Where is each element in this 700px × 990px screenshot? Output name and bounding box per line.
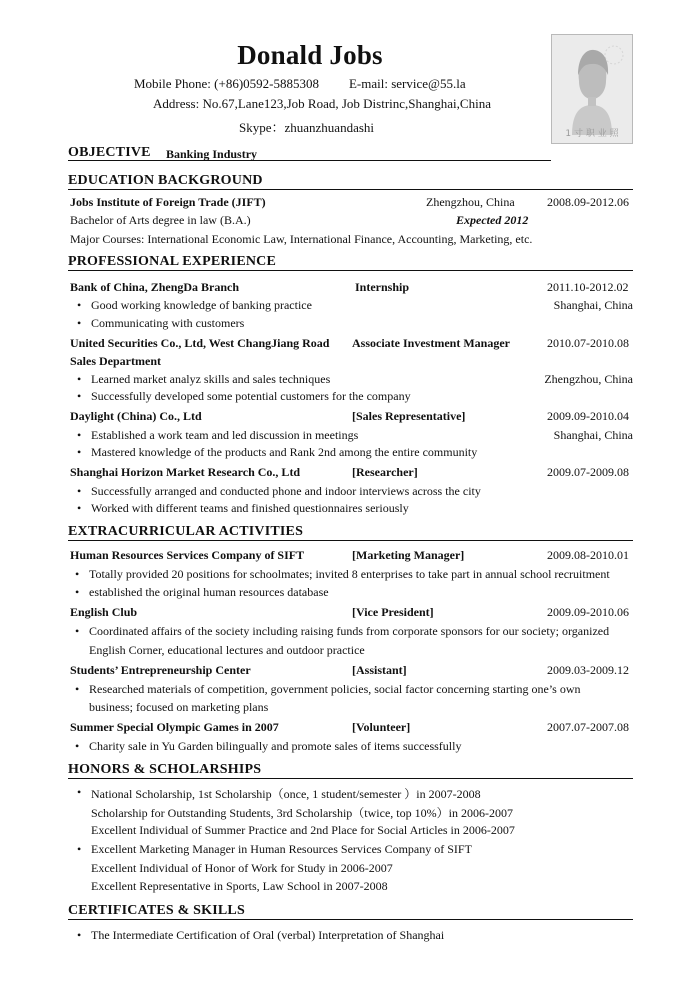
activities-heading: EXTRACURRICULAR ACTIVITIES [68, 524, 304, 539]
list-item: • Good working knowledge of banking practice [91, 298, 312, 313]
expected-graduation: Expected 2012 [456, 213, 529, 227]
list-item: • Excellent Marketing Manager in Human Resources Services Company of SIFT [91, 842, 472, 857]
list-item: • National Scholarship, 1st Scholarship（once, 1 student/semester ）in 2007-2008 [91, 785, 481, 802]
education-dates: 2008.09-2012.06 [547, 195, 629, 209]
honors-rule [68, 778, 633, 779]
candidate-name: Donald Jobs [237, 40, 383, 70]
profile-photo-placeholder [551, 34, 633, 144]
list-item: • Communicating with customers [91, 316, 244, 331]
activity-org: English Club [70, 605, 138, 619]
activity-dates: 2009.09-2010.06 [547, 605, 629, 619]
list-item-continuation: Excellent Individual of Summer Practice and 2nd Place for Social Articles in 2006-2007 [91, 823, 515, 837]
list-item: • Successfully developed some potential customers for the company [91, 389, 411, 404]
certificates-heading: CERTIFICATES & SKILLS [68, 903, 245, 918]
list-item: • Successfully arranged and conducted phone and indoor interviews across the city [91, 484, 481, 499]
list-item: • Established a work team and led discussion in meetings [91, 428, 358, 443]
list-item: • Coordinated affairs of the society including raising funds from corporate sponsors for our society; organized [89, 624, 609, 639]
experience-role: Associate Investment Manager [352, 336, 510, 350]
list-item-continuation: business; focused on marketing plans [89, 700, 269, 714]
activity-org: Students’ Entrepreneurship Center [70, 663, 251, 677]
experience-dates: 2009.09-2010.04 [547, 409, 629, 423]
experience-dates: 2010.07-2010.08 [547, 336, 629, 350]
school-name: Jobs Institute of Foreign Trade (JIFT) [70, 195, 266, 209]
activity-role: [Volunteer] [352, 720, 411, 734]
list-item: • Totally provided 20 positions for schoolmates; invited 8 enterprises to take part in annual school recruitment [89, 567, 610, 582]
activity-org: Human Resources Services Company of SIFT [70, 548, 305, 562]
activity-dates: 2009.03-2009.12 [547, 663, 629, 677]
objective-value: Banking Industry [166, 147, 258, 161]
activity-role: [Assistant] [352, 663, 407, 677]
activity-org: Summer Special Olympic Games in 2007 [70, 720, 279, 734]
experience-location: Zhengzhou, China [544, 372, 633, 386]
contact-phone-email [134, 76, 466, 92]
school-location: Zhengzhou, China [426, 195, 515, 209]
experience-role: [Sales Representative] [352, 409, 466, 423]
activity-role: [Vice President] [352, 605, 434, 619]
experience-location: Shanghai, China [553, 428, 633, 442]
experience-org-department: Sales Department [70, 354, 161, 368]
list-item: • The Intermediate Certification of Oral (verbal) Interpretation of Shanghai [91, 928, 444, 943]
experience-heading: PROFESSIONAL EXPERIENCE [68, 254, 277, 269]
experience-org: Shanghai Horizon Market Research Co., Ltd [70, 465, 301, 479]
degree: Bachelor of Arts degree in law (B.A.) [70, 213, 251, 227]
activity-dates: 2007.07-2007.08 [547, 720, 629, 734]
activity-dates: 2009.08-2010.01 [547, 548, 629, 562]
skype: Skype：zhuanzhuandashi [239, 120, 375, 135]
experience-org: Daylight (China) Co., Ltd [70, 409, 202, 423]
email: E-mail: service@55.la [348, 76, 466, 91]
list-item-continuation: Scholarship for Outstanding Students, 3rd Scholarship（twice, top 10%）in 2006-2007 [91, 806, 513, 820]
honors-heading: HONORS & SCHOLARSHIPS [68, 762, 262, 777]
experience-org: United Securities Co., Ltd, West ChangJiang Road [70, 336, 330, 350]
experience-dates: 2011.10-2012.02 [547, 280, 629, 294]
experience-org: Bank of China, ZhengDa Branch [70, 280, 240, 294]
objective-heading: OBJECTIVE [68, 145, 151, 160]
list-item-continuation: Excellent Representative in Sports, Law School in 2007-2008 [91, 879, 388, 893]
list-item: • Mastered knowledge of the products and Rank 2nd among the entire community [91, 445, 477, 460]
experience-role: [Researcher] [352, 465, 418, 479]
photo-caption: 1 寸 职 业 照 [565, 129, 619, 139]
major-courses: Major Courses: International Economic Law, International Finance, Accounting, Marketing, etc. [70, 232, 533, 246]
list-item: • Learned market analyz skills and sales techniques [91, 372, 330, 387]
objective-rule [68, 160, 551, 161]
activities-rule [68, 540, 633, 541]
education-heading: EDUCATION BACKGROUND [68, 173, 263, 188]
list-item: • established the original human resources database [89, 585, 329, 600]
experience-dates: 2009.07-2009.08 [547, 465, 629, 479]
list-item: • Worked with different teams and finished questionnaires seriously [91, 501, 409, 516]
list-item: • Researched materials of competition, government policies, social factor concerning starting one’s own [89, 682, 581, 697]
address: Address: No.67,Lane123,Job Road, Job Distrinc,Shanghai,China [153, 96, 491, 111]
list-item: • Charity sale in Yu Garden bilingually and promote sales of items successfully [89, 739, 461, 754]
experience-location: Shanghai, China [553, 298, 633, 312]
experience-role: Internship [355, 280, 410, 294]
education-rule [68, 189, 633, 190]
activity-role: [Marketing Manager] [352, 548, 465, 562]
list-item-continuation: Excellent Individual of Honor of Work for Study in 2006-2007 [91, 861, 393, 875]
certificates-rule [68, 919, 633, 920]
mobile-phone: Mobile Phone: (+86)0592-5885308 [134, 76, 319, 91]
list-item-continuation: English Corner, educational lectures and outdoor practice [89, 643, 365, 657]
experience-rule [68, 270, 633, 271]
